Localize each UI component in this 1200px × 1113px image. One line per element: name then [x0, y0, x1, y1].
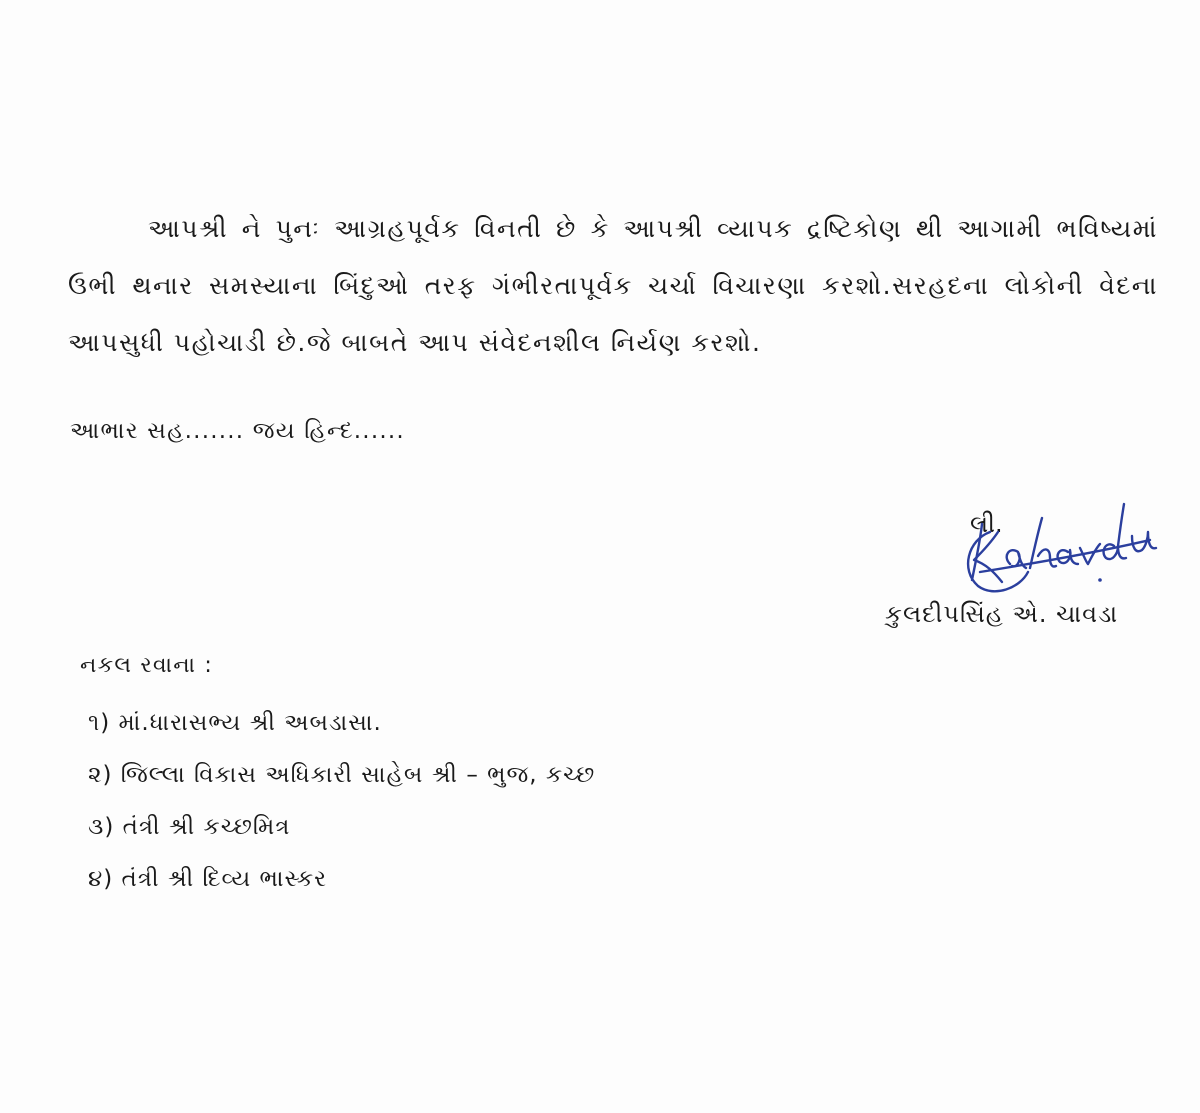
list-item: ૩) તંત્રી શ્રી કચ્છમિત્ર: [88, 814, 291, 840]
signer-name: કુલદીપસિંહ એ. ચાવડા: [885, 600, 1119, 628]
signature-prefix: લી.: [970, 510, 1003, 538]
list-item: ૪) તંત્રી શ્રી દિવ્ય ભાસ્કર: [88, 866, 328, 892]
handwritten-signature: [950, 460, 1170, 600]
list-item: ૧) માં.ધારાસભ્ય શ્રી અબડાસા.: [88, 710, 382, 736]
signature-block: [870, 460, 1170, 640]
body-paragraph: આપશ્રી ને પુનઃ આગ્રહપૂર્વક વિનતી છે કે આપશ્રી વ્યાપક દ્રષ્ટિકોણ થી આગામી ભવિષ્યમાં ઉભી થનાર સમસ્યાના બિંદુઓ તરફ ગંભીરતાપૂર્વક ચર્ચા વિચારણા કરશો.સરહદના લોકોની વેદના આપસુધી પહોચાડી છે.જે બાબતે આપ સંવેદનશીલ નિર્યણ કરશો.: [68, 214, 1158, 357]
closing-line: આભાર સહ....... જય હિન્દ......: [70, 418, 405, 444]
copies-list: [88, 697, 595, 905]
list-item: ૨) જિલ્લા વિકાસ અધિકારી સાહેબ શ્રી – ભુજ, કચ્છ: [88, 762, 596, 788]
copies-title: નકલ રવાના :: [80, 653, 214, 678]
